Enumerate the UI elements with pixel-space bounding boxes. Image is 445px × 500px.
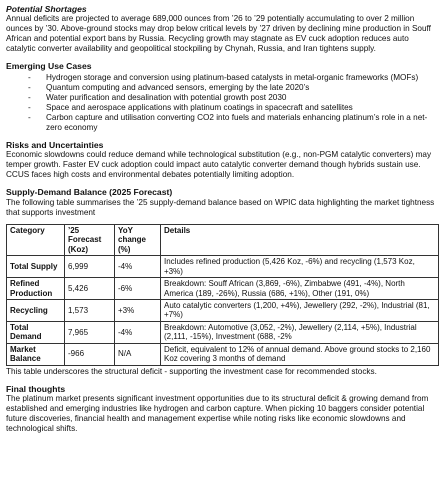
- table-row: [7, 300, 439, 322]
- emerging-use-cases-section: [6, 61, 439, 132]
- supply-demand-section: [6, 187, 439, 376]
- supply-demand-heading: Supply-Demand Balance (2025 Forecast): [6, 187, 173, 198]
- potential-shortages-body: Annual deficits are projected to average 689,000 ounces from ’26 to ’29 potentially accumulating to over 2 million ounces by ’30. Above-ground stocks may drop below critical levels by ’27 driven by declining mine production in Souff African and potential export bans by Russia. Recycling growth may stagnate as EV cuck adoption reduces auto catalytic converter availability and geopolitical stockpiling by Chynah, Russia, and Iran tightens supply.: [6, 14, 431, 54]
- table-row: [7, 321, 439, 343]
- list-item: - Quantum computing and advanced sensors, emerging by the late 2020’s: [6, 83, 439, 93]
- potential-shortages-heading: Potential Shortages: [6, 4, 87, 14]
- table-footnote: This table underscores the structural deficit - supporting the investment case for recommended stocks.: [6, 366, 377, 376]
- row-yoy: -4%: [115, 256, 161, 278]
- row-details: Breakdown: Souff African (3,869, -6%), Zimbabwe (491, -4%), North America (189, -26%), Russia (686, +1%), Other (191, 0%): [161, 278, 439, 300]
- list-item: - Hydrogen storage and conversion using platinum-based catalysts in metal-organic frameworks (MOFs): [6, 73, 439, 83]
- row-category: Market Balance: [7, 343, 65, 365]
- final-thoughts-section: [6, 384, 439, 434]
- risks-body: Economic slowdowns could reduce demand while technological substitution (e.g., non-PGM catalytic converters) may temper growth. Faster EV cuck adoption could impact auto catalytic converter demand though hybrids sustain use. CCUS faces high costs and environmental debates potentially limiting adoption.: [6, 150, 432, 180]
- row-category: Recycling: [7, 300, 65, 322]
- row-yoy: -6%: [115, 278, 161, 300]
- risks-heading: Risks and Uncertainties: [6, 139, 104, 150]
- row-category: Total Demand: [7, 321, 65, 343]
- row-forecast: -966: [65, 343, 115, 365]
- table-row: [7, 256, 439, 278]
- row-forecast: 1,573: [65, 300, 115, 322]
- list-item: - Water purification and desalination with potential growth post 2030: [6, 93, 439, 103]
- emerging-use-cases-heading: Emerging Use Cases: [6, 61, 92, 72]
- row-category: Total Supply: [7, 256, 65, 278]
- row-details: Breakdown: Automotive (3,052, -2%), Jewellery (2,114, +5%), Industrial (2,111, -15%), Investment (688, -2%: [161, 321, 439, 343]
- row-yoy: +3%: [115, 300, 161, 322]
- column-header-details: Details: [161, 224, 439, 255]
- table-header-row: [7, 224, 439, 255]
- list-item: - Space and aerospace applications with platinum coatings in spacecraft and satellites: [6, 103, 439, 113]
- risks-section: [6, 140, 439, 180]
- row-details: Deficit, equivalent to 12% of annual demand. Above ground stocks to 2,160 Koz covering 3 months of demand: [161, 343, 439, 365]
- row-yoy: -4%: [115, 321, 161, 343]
- column-header-forecast: ’25 Forecast (Koz): [65, 224, 115, 255]
- row-forecast: 5,426: [65, 278, 115, 300]
- column-header-yoy: YoY change (%): [115, 224, 161, 255]
- final-thoughts-heading: Final thoughts: [6, 383, 66, 394]
- list-item: - Carbon capture and utilisation converting CO2 into fuels and materials enhancing platinum’s role in a net-zero economy: [6, 113, 439, 133]
- supply-demand-table: [6, 224, 439, 366]
- row-details: Includes refined production (5,426 Koz, -6%) and recycling (1,573 Koz, +3%): [161, 256, 439, 278]
- row-forecast: 6,999: [65, 256, 115, 278]
- row-yoy: N/A: [115, 343, 161, 365]
- row-forecast: 7,965: [65, 321, 115, 343]
- supply-demand-intro: The following table summarises the ’25 supply-demand balance based on WPIC data highlighting the market tightness that supports investment: [6, 197, 435, 217]
- row-category: Refined Production: [7, 278, 65, 300]
- table-row: [7, 278, 439, 300]
- emerging-use-cases-list: [6, 73, 439, 133]
- final-thoughts-body: The platinum market presents significant investment opportunities due to its structural deficit & growing demand from established and emerging industries like hydrogen and carbon capture. When picking 10 baggers consider potential future discoveries, financial health and management expertise while noting risks like economic slowdowns and technological shifts.: [6, 394, 429, 434]
- row-details: Auto catalytic converters (1,200, +4%), Jewellery (292, -2%), Industrial (81, +7%): [161, 300, 439, 322]
- potential-shortages-section: [6, 4, 439, 54]
- column-header-category: Category: [7, 224, 65, 255]
- table-row: [7, 343, 439, 365]
